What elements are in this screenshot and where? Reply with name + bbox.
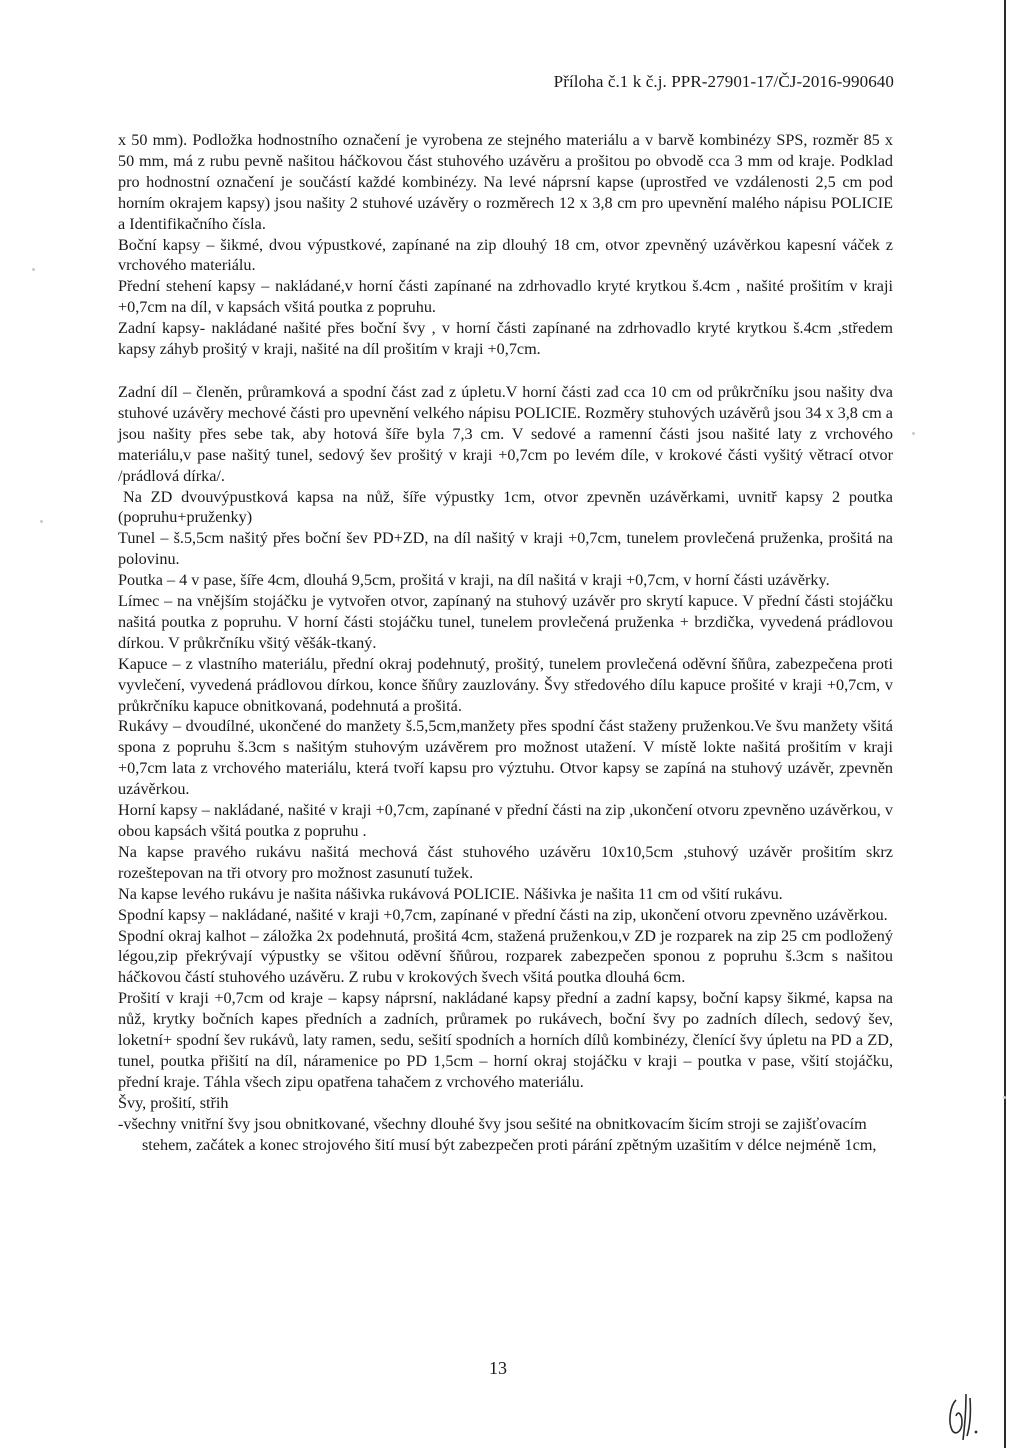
scan-speck [40, 520, 43, 523]
paragraph-zadni-dil: Zadní díl – členěn, průramková a spodní část zad z úpletu.V horní části zad cca 10 cm od průkrčníku jsou našity dva stuhové uzávěry mechové části pro upevnění velkého nápisu POLICIE. Rozměry stuhových uzávěrů jsou 34 x 3,8 cm a jsou našity přes sebe tak, aby hotová šíře byla 7,3 cm. V sedové a ramenní části jsou našité laty z vrchového materiálu,v pase našitý tunel, sedový šev prošitý v kraji +0,7cm po levém díle, v krokové části vyšitý větrací otvor /prádlová dírka/. [118, 382, 893, 485]
section-heading-svy: Švy, prošití, střih [118, 1093, 229, 1112]
paragraph-horni-kapsy: Horní kapsy – nakládané, našité v kraji +0,7cm, zapínané v přední části na zip ,ukončení otvoru zpevněno uzávěrkou, v obou kapsách všitá poutka z popruhu . [118, 801, 893, 840]
page-edge-line [1004, 0, 1006, 1448]
paragraph-spodni-kapsy: Spodní kapsy – nakládané, našité v kraji +0,7cm, zapínané v přední části na zip, ukončení otvoru zpevněno uzávěrkou. [118, 905, 888, 924]
handwritten-initials [936, 1392, 996, 1442]
scan-speck [32, 268, 35, 271]
paragraph-kapuce: Kapuce – z vlastního materiálu, přední okraj podehnutý, prošitý, tunelem provlečená oděvní šňůra, zabezpečena proti vyvlečení, vyvedená prádlovou dírkou, konce šňůry zauzlovány. Švy středového dílu kapuce prošité v kraji +0,7cm, v průkrčníku kapuce obnitkovaná, podehnutá a prošitá. [118, 654, 893, 715]
paragraph-vnitrni-svy: -všechny vnitřní švy jsou obnitkované, všechny dlouhé švy jsou sešité na obnitkovacím šicím stroji se zajišťovacím stehem, začátek a konec strojového šití musí být zabezpečen proti párání zpětným uzašitím v délce nejméně 1cm, [118, 1114, 877, 1154]
paragraph-predni-stehenni-kapsy: Přední stehení kapsy – nakládané,v horní části zapínané na zdrhovadlo kryté krytkou š.4cm , našité prošitím v kraji +0,7cm na díl, v kapsách všitá poutka z popruhu. [118, 277, 893, 317]
paragraph-levy-rukav: Na kapse levého rukávu je našita nášivka rukávová POLICIE. Nášivka je našita 11 cm od všití rukávu. [118, 884, 783, 903]
paragraph-spodni-okraj-kalhot: Spodní okraj kalhot – záložka 2x podehnutá, prošitá 4cm, stažená pruženkou,v ZD je rozparek na zip 25 cm podložený légou,zip překrývají výpustky se všitou oděvní šňůrou, rozparek zabezpečen sponou z popruhu š.3cm s našitou háčkovou částí stuhového uzávěru. Z rubu v krokových švech všitá poutka dlouhá 6cm. [118, 926, 893, 987]
paragraph-prositi: Prošití v kraji +0,7cm od kraje – kapsy náprsní, nakládané kapsy přední a zadní kapsy, boční kapsy šikmé, kapsa na nůž, krytky bočních kapes předních a zadních, průramek po rukávech, boční švy po zadních dílech, sedový šev, loketní+ spodní šev rukávů, laty ramen, sedu, sešití spodních a horních dílů kombinézy, členící švy úpletu na PD a ZD, tunel, poutka přišití na díl, náramenice po PD 1,5cm – horní okraj stojáčku v kraji – poutka v pase, všití stojáčku, přední kraje. Táhla všech zipu opatřena tahačem z vrchového materiálu. [118, 989, 893, 1091]
scan-speck [1003, 1096, 1006, 1099]
paragraph-poutka: Poutka – 4 v pase, šíře 4cm, dlouhá 9,5cm, prošitá v kraji, na díl našitá v kraji +0,7cm, v horní části uzávěrky. [118, 571, 830, 590]
paragraph-zadni-kapsy: Zadní kapsy- nakládané našité přes boční švy , v horní části zapínané na zdrhovadlo kryté krytkou š.4cm ,středem kapsy záhyb prošitý v kraji, našité na díl prošitím v kraji +0,7cm. [118, 319, 893, 359]
paragraph-kapsa-na-nuz: Na ZD dvouvýpustková kapsa na nůž, šíře výpustky 1cm, otvor zpevněn uzávěrkami, uvnitř kapsy 2 poutka (popruhu+pruženky) [118, 487, 893, 527]
paragraph-limec: Límec – na vnějším stojáčku je vytvořen otvor, zapínaný na stuhový uzávěr pro skrytí kapuce. V přední části stojáčku našitá poutka z popruhu. V horní části stojáčku tunel, tunelem provlečená pruženka + brzdička, vyvedená prádlovou dírkou. V průkrčníku všitý věšák-tkaný. [118, 592, 893, 652]
paragraph-rukavy: Rukávy – dvoudílné, ukončené do manžety š.5,5cm,manžety přes spodní část staženy pruženkou.Ve švu manžety všitá spona z popruhu š.3cm s našitým stuhovým uzávěrem pro možnost utažení. V místě lokte našitá prošitím v kraji +0,7cm lata z vrchového materiálu, která tvoří kapsu pro výztuhu. Otvor kapsy se zapíná na stuhový uzávěr, zpevněn uzávěrkou. [118, 717, 893, 799]
paragraph-tunel: Tunel – š.5,5cm našitý přes boční šev PD+ZD, na díl našitý v kraji +0,7cm, tunelem provlečená pruženka, prošitá na polovinu. [118, 529, 893, 569]
paragraph-podlozka: x 50 mm). Podložka hodnostního označení je vyrobena ze stejného materiálu a v barvě kombinézy SPS, rozměr 85 x 50 mm, má z rubu pevně našitou háčkovou část stuhového uzávěru a prošitou po obvodě cca 3 mm od kraje. Podklad pro hodnostní označení je součástí každé kombinézy. Na levé náprsní kapse (uprostřed ve vzdálenosti 2,5 cm pod horním okrajem kapsy) jsou našity 2 stuhové uzávěry o rozměrech 12 x 3,8 cm pro upevnění malého nápisu POLICIE a Identifikačního čísla. [118, 131, 893, 233]
document-body [118, 130, 893, 1156]
scan-speck [912, 432, 915, 435]
document-reference-header: Příloha č.1 k č.j. PPR-27901-17/ČJ-2016-990640 [553, 72, 894, 91]
paragraph-pravy-rukav: Na kapse pravého rukávu našitá mechová část stuhového uzávěru 10x10,5cm ,stuhový uzávěr prošitím skrz rozeštepovan na tři otvory pro možnost zasunutí tužek. [118, 842, 893, 882]
paragraph-bocni-kapsy: Boční kapsy – šikmé, dvou výpustkové, zapínané na zip dlouhý 18 cm, otvor zpevněný uzávěrkou kapesní váček z vrchového materiálu. [118, 235, 893, 275]
page-number: 13 [489, 1358, 507, 1378]
